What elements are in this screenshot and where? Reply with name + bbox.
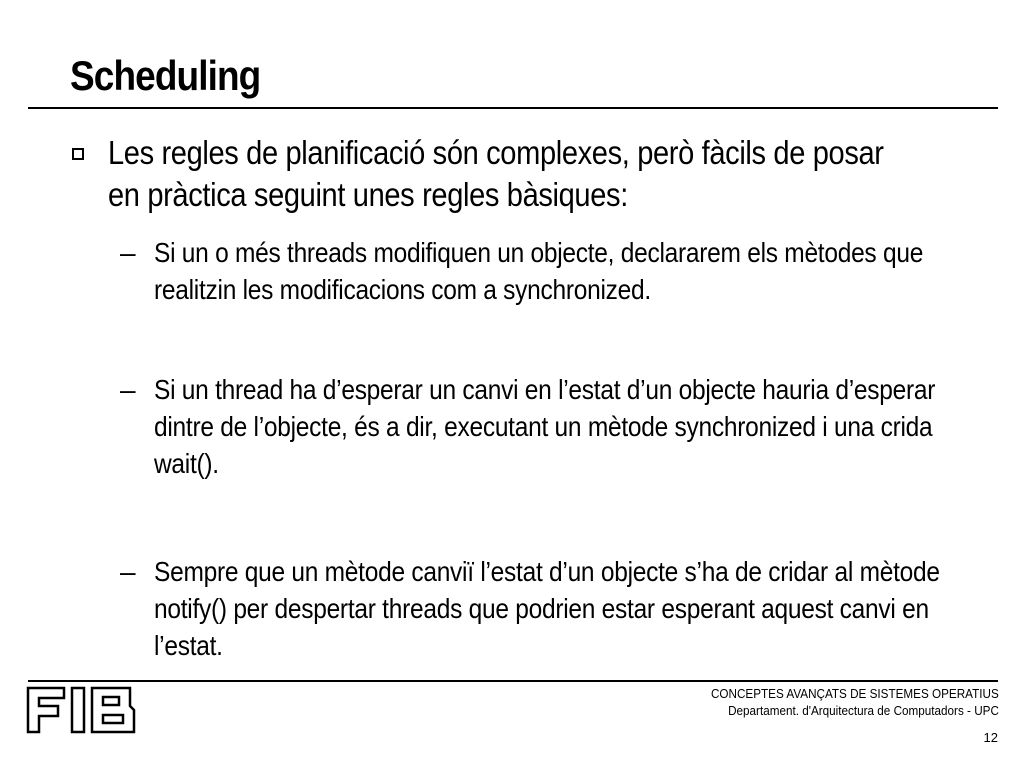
main-bullet-text: Les regles de planificació són complexes, però fàcils de posar en pràctica seguint unes regles bàsiques: bbox=[108, 134, 884, 213]
page-number: 12 bbox=[983, 730, 998, 745]
dash-marker: – bbox=[120, 237, 136, 268]
department-name: Departament. d'Arquitectura de Computadors - UPC bbox=[728, 703, 999, 718]
slide-title: Scheduling bbox=[70, 52, 261, 99]
square-bullet-icon bbox=[72, 148, 84, 160]
sub-bullet-text: Sempre que un mètode canviï l’estat d’un objecte s’ha de cridar al mètode notify() per despertar threads que podrien estar esperant aquest canvi en l’estat. bbox=[154, 556, 940, 661]
dash-marker: – bbox=[120, 374, 136, 405]
course-name: CONCEPTES AVANÇATS DE SISTEMES OPERATIUS bbox=[711, 686, 999, 701]
sub-bullet-text: Si un thread ha d’esperar un canvi en l’estat d’un objecte hauria d’esperar dintre de l’objecte, és a dir, executant un mètode synchronized i una crida wait(). bbox=[154, 374, 936, 479]
sub-bullet-text: Si un o més threads modifiquen un objecte, declararem els mètodes que realitzin les modificacions com a synchronized. bbox=[154, 237, 924, 305]
dash-marker: – bbox=[120, 556, 136, 587]
title-divider bbox=[28, 107, 998, 109]
fib-logo bbox=[26, 686, 138, 734]
footer-divider bbox=[28, 680, 998, 682]
